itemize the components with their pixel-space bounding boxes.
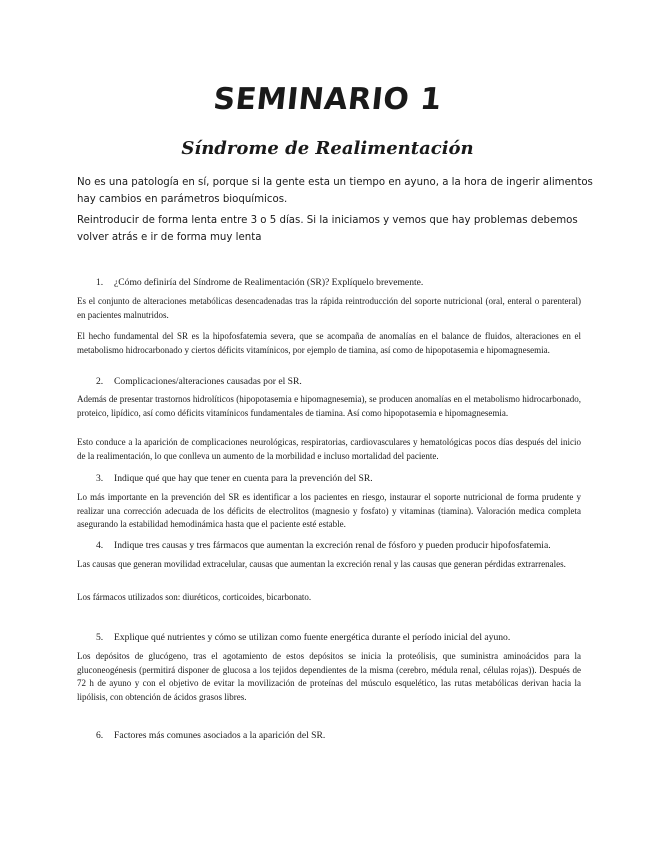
question-number: 4. bbox=[96, 540, 104, 551]
question-item bbox=[96, 375, 596, 388]
page-title: SEMINARIO 1 bbox=[211, 82, 444, 117]
question-item bbox=[96, 729, 596, 742]
question-item bbox=[96, 539, 596, 552]
question-number: 6. bbox=[96, 730, 104, 741]
question-text: Indique tres causas y tres fármacos que aumentan la excreción renal de fósforo y pueden producir hipofosfatemia. bbox=[114, 540, 551, 551]
answer-paragraph: Los depósitos de glucógeno, tras el agotamiento de estos depósitos se inicia la proteólisis, que suministra aminoácidos para la gluconeogénesis (permitirá disponer de glucosa a los tejidos dependientes de la misma (cerebro, médula renal, células rojas)). Después de 72 h de ayuno y con el objetivo de evitar la movilización de proteínas del músculo esquelético, las rutas metabólicas derivan hacia la lipólisis, con obtención de ácidos grasos libres. bbox=[77, 651, 581, 702]
answer-paragraph: Además de presentar trastornos hidrolíticos (hipopotasemia e hipomagnesemia), se producen anomalías en el metabolismo hidrocarbonado, proteico, lipídico, así como déficits vitamínicos fundamentales de tiamina. Así como hipopotasemia e hipomagnesemia. bbox=[77, 394, 581, 418]
question-number: 5. bbox=[96, 632, 104, 643]
page-subtitle: Síndrome de Realimentación bbox=[181, 138, 474, 159]
question-text: Indique qué que hay que tener en cuenta para la prevención del SR. bbox=[114, 473, 373, 484]
question-item bbox=[96, 276, 596, 289]
question-text: ¿Cómo definiría del Síndrome de Realimentación (SR)? Explíquelo brevemente. bbox=[114, 277, 424, 288]
question-number: 2. bbox=[96, 376, 104, 387]
question-text: Complicaciones/alteraciones causadas por el SR. bbox=[114, 376, 302, 387]
answer-paragraph: Esto conduce a la aparición de complicaciones neurológicas, respiratorias, cardiovasculares y hematológicas pocos días después del inicio de la realimentación, lo que conlleva un aumento de la morbilidad e incluso mortalidad del paciente. bbox=[77, 437, 581, 461]
question-text: Explique qué nutrientes y cómo se utilizan como fuente energética durante el período inicial del ayuno. bbox=[114, 632, 511, 643]
answer-paragraph: Lo más importante en la prevención del SR es identificar a los pacientes en riesgo, instaurar el soporte nutricional de forma prudente y realizar una corrección adecuada de los déficits de electrolitos (magnesio y fosfato) y vitaminas (tiamina). Valoración medica completa asegurando la estabilidad hemodinámica hasta que el paciente esté estable. bbox=[77, 492, 581, 529]
answer-paragraph: Los fármacos utilizados son: diuréticos, corticoides, bicarbonato. bbox=[77, 592, 312, 602]
answer-paragraph: El hecho fundamental del SR es la hipofosfatemia severa, que se acompaña de anomalías en el balance de fluidos, alteraciones en el metabolismo hidrocarbonado y ciertos déficits vitamínicos, por ejemplo de tiamina, así como de hipopotasemia e hipomagnesemia. bbox=[77, 331, 581, 355]
question-number: 1. bbox=[96, 277, 104, 288]
answer-paragraph: Las causas que generan movilidad extracelular, causas que aumentan la excreción renal y las causas que generan pérdidas extrarrenales. bbox=[77, 559, 566, 569]
question-text: Factores más comunes asociados a la aparición del SR. bbox=[114, 730, 326, 741]
intro-note: No es una patología en sí, porque si la gente esta un tiempo en ayuno, a la hora de ingerir alimentos hay cambios en parámetros bioquímicos. bbox=[77, 177, 593, 205]
question-number: 3. bbox=[96, 473, 104, 484]
answer-paragraph: Es el conjunto de alteraciones metabólicas desencadenadas tras la rápida reintroducción del soporte nutricional (oral, enteral o parenteral) en pacientes malnutridos. bbox=[77, 296, 581, 320]
question-item bbox=[96, 631, 596, 644]
question-item bbox=[96, 472, 596, 485]
intro-note: Reintroducir de forma lenta entre 3 o 5 días. Si la iniciamos y vemos que hay problemas debemos volver atrás e ir de forma muy lenta bbox=[77, 215, 578, 243]
